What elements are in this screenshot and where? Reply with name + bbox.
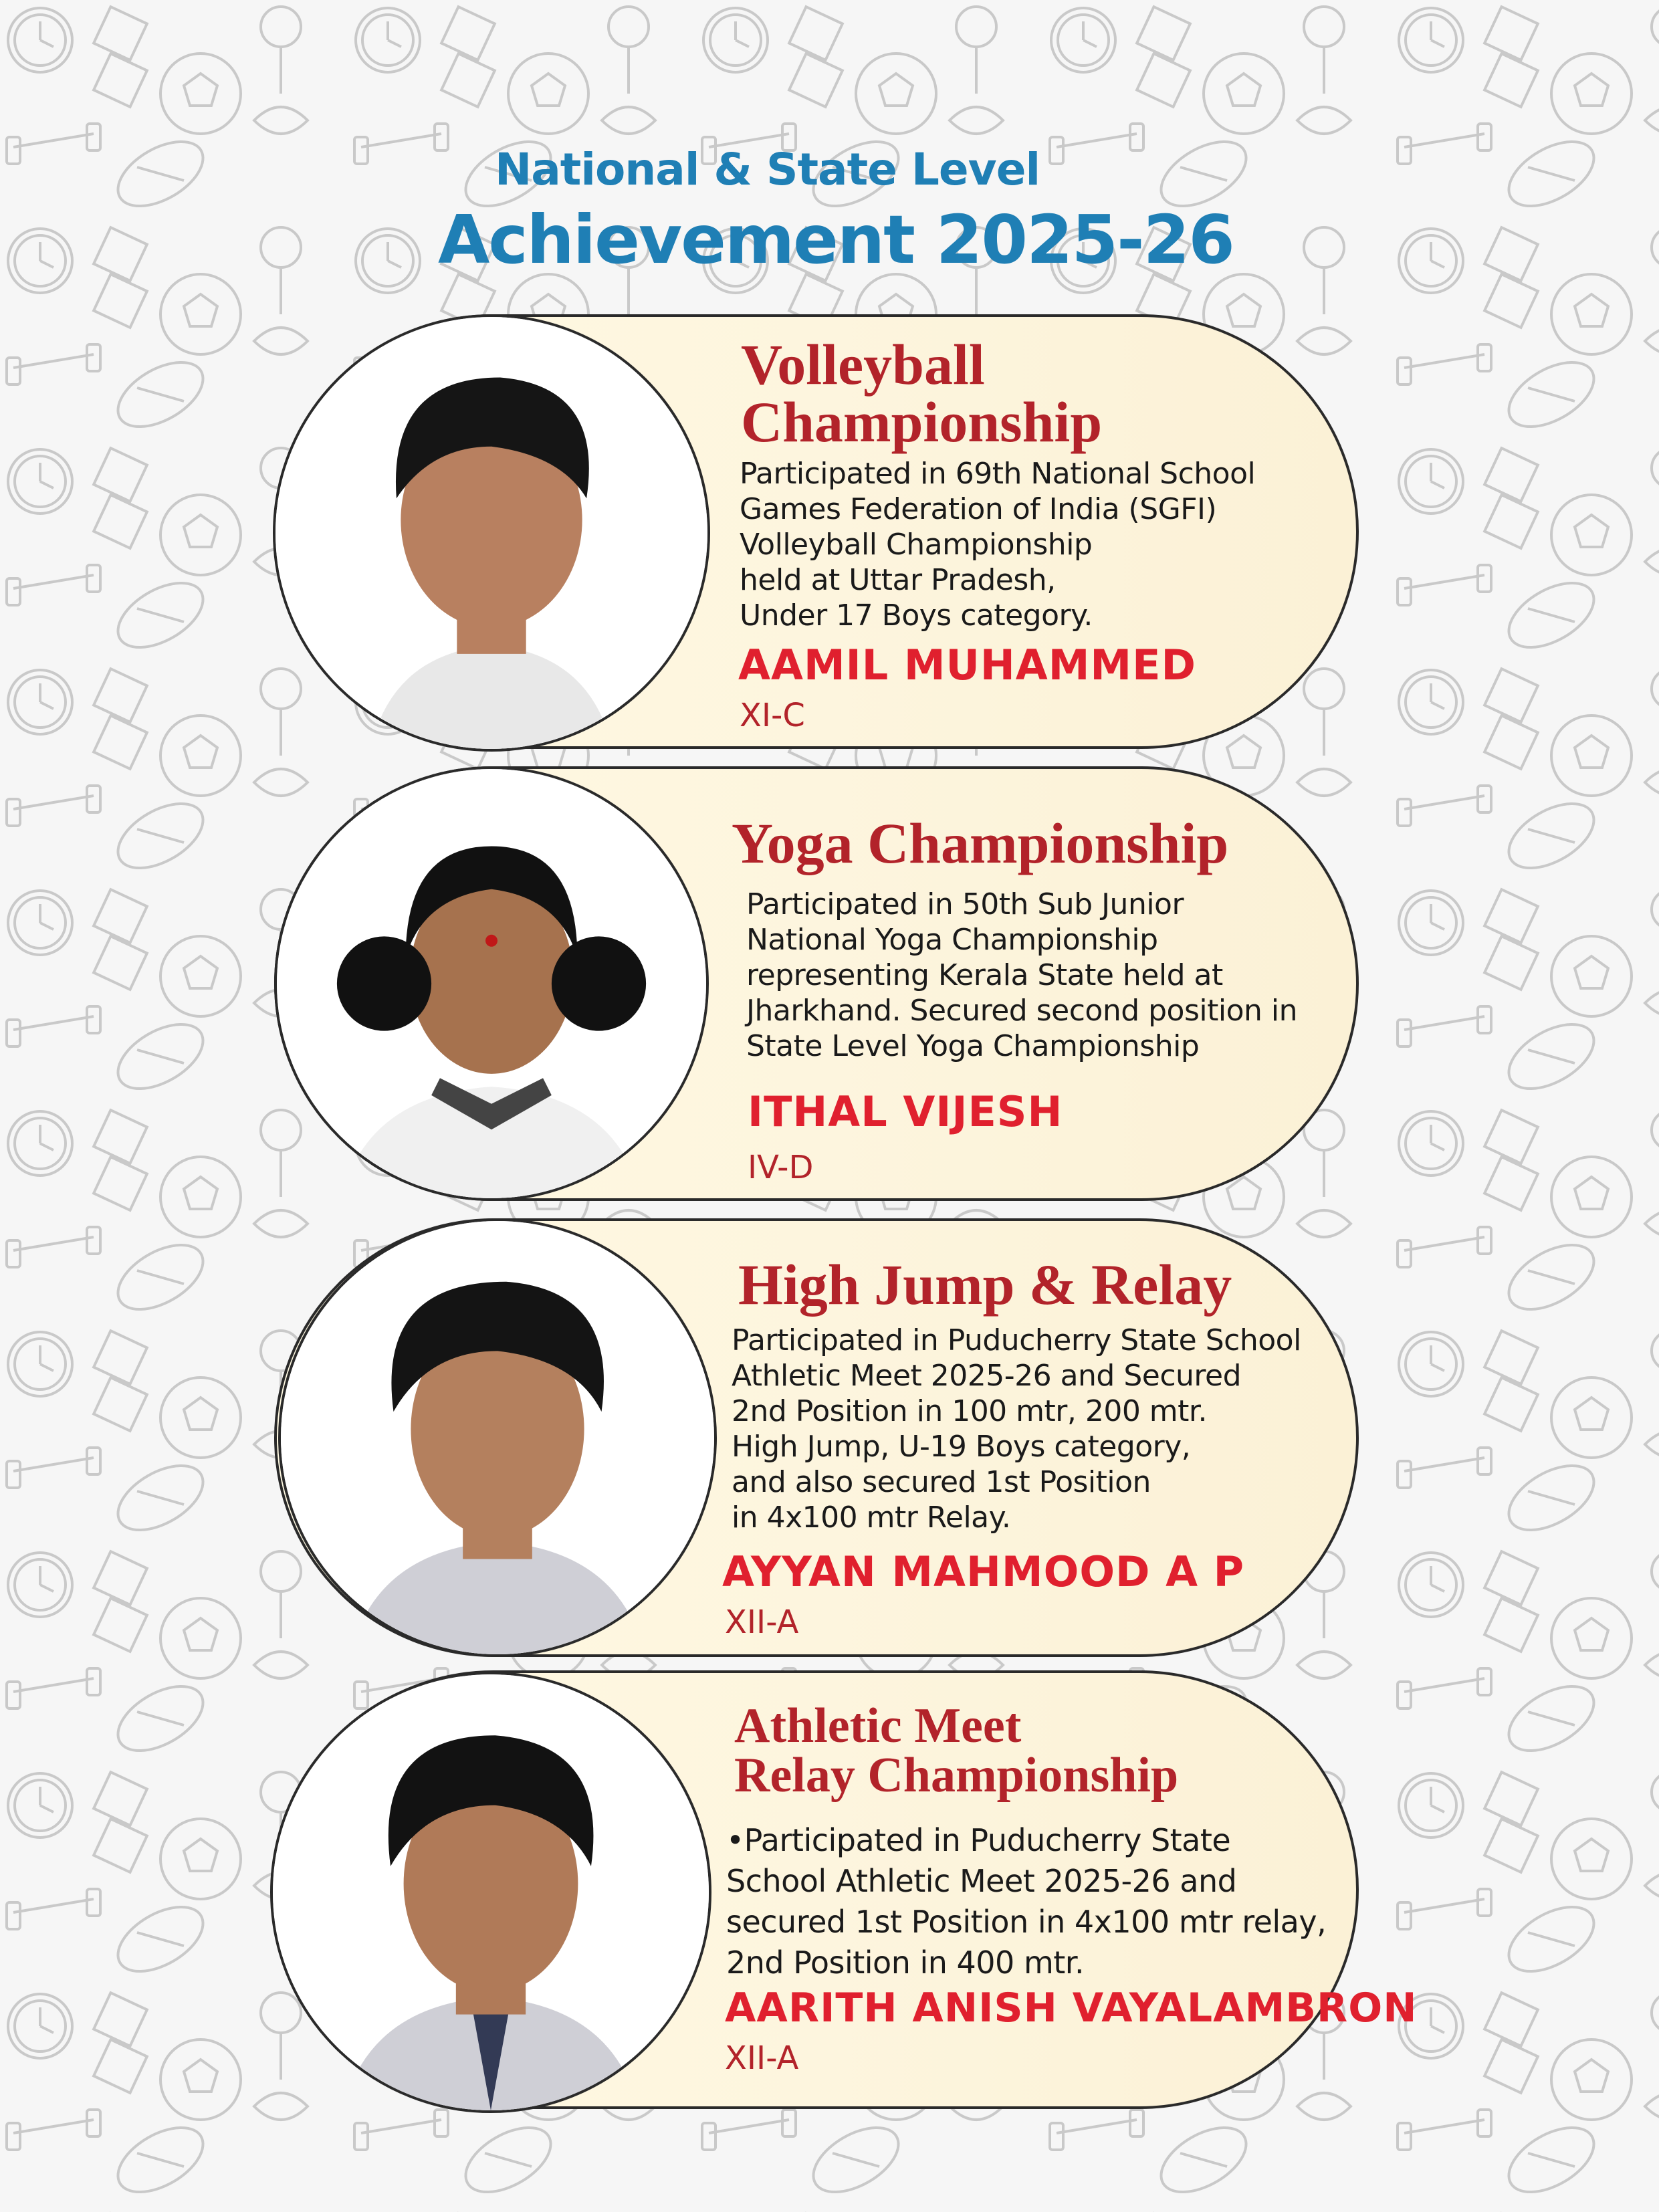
- student-name: ITHAL VIJESH: [748, 1087, 1063, 1136]
- title-line: Relay Championship: [734, 1748, 1179, 1803]
- title-line: Yoga Championship: [732, 811, 1229, 875]
- description-line: School Athletic Meet 2025-26 and: [726, 1863, 1237, 1899]
- description-line: •Participated in Puducherry State: [726, 1822, 1231, 1858]
- description-line: High Jump, U-19 Boys category,: [732, 1430, 1191, 1464]
- header-title: Achievement 2025-26: [438, 201, 1234, 279]
- student-photo-ayyan: [278, 1218, 717, 1657]
- description-line: 2nd Position in 400 mtr.: [726, 1945, 1085, 1981]
- student-class: XI-C: [740, 697, 805, 734]
- title-line: Volleyball: [741, 332, 985, 397]
- description-line: Volleyball Championship: [740, 528, 1093, 562]
- description-line: representing Kerala State held at: [746, 958, 1223, 992]
- card-title: [738, 1252, 1232, 1317]
- student-photo-aamil: [273, 314, 710, 752]
- description-line: held at Uttar Pradesh,: [740, 563, 1056, 597]
- title-line: Championship: [741, 390, 1103, 454]
- card-description: [746, 887, 1297, 1064]
- description-line: secured 1st Position in 4x100 mtr relay,: [726, 1904, 1327, 1940]
- student-class: XII-A: [725, 1603, 799, 1641]
- card-title: [732, 811, 1229, 875]
- description-line: National Yoga Championship: [746, 923, 1158, 957]
- title-line: Athletic Meet: [734, 1698, 1022, 1753]
- student-photo-ithal: [274, 766, 709, 1201]
- description-line: Participated in Puducherry State School: [732, 1323, 1301, 1357]
- card-title: [734, 1698, 1179, 1803]
- card-description: [732, 1323, 1301, 1535]
- student-class: IV-D: [748, 1149, 814, 1186]
- card-title: [741, 332, 1103, 454]
- title-line: High Jump & Relay: [738, 1252, 1232, 1317]
- card-description: [740, 456, 1255, 633]
- description-line: Participated in 50th Sub Junior: [746, 887, 1184, 921]
- description-line: State Level Yoga Championship: [746, 1029, 1200, 1063]
- description-line: and also secured 1st Position: [732, 1465, 1151, 1499]
- student-name: AARITH ANISH VAYALAMBRON: [725, 1985, 1418, 2031]
- header-subtitle: National & State Level: [495, 144, 1040, 195]
- student-name: AAMIL MUHAMMED: [738, 641, 1196, 689]
- card-description: [726, 1820, 1326, 1983]
- student-photo-aarith: [270, 1672, 711, 2113]
- description-line: Participated in 69th National School: [740, 457, 1256, 491]
- description-line: Jharkhand. Secured second position in: [746, 994, 1298, 1028]
- description-line: Under 17 Boys category.: [740, 598, 1093, 633]
- description-line: 2nd Position in 100 mtr, 200 mtr.: [732, 1394, 1207, 1428]
- student-class: XII-A: [725, 2039, 799, 2077]
- student-name: AYYAN MAHMOOD A P: [722, 1547, 1245, 1596]
- description-line: Games Federation of India (SGFI): [740, 492, 1217, 526]
- description-line: in 4x100 mtr Relay.: [732, 1501, 1011, 1535]
- description-line: Athletic Meet 2025-26 and Secured: [732, 1359, 1242, 1393]
